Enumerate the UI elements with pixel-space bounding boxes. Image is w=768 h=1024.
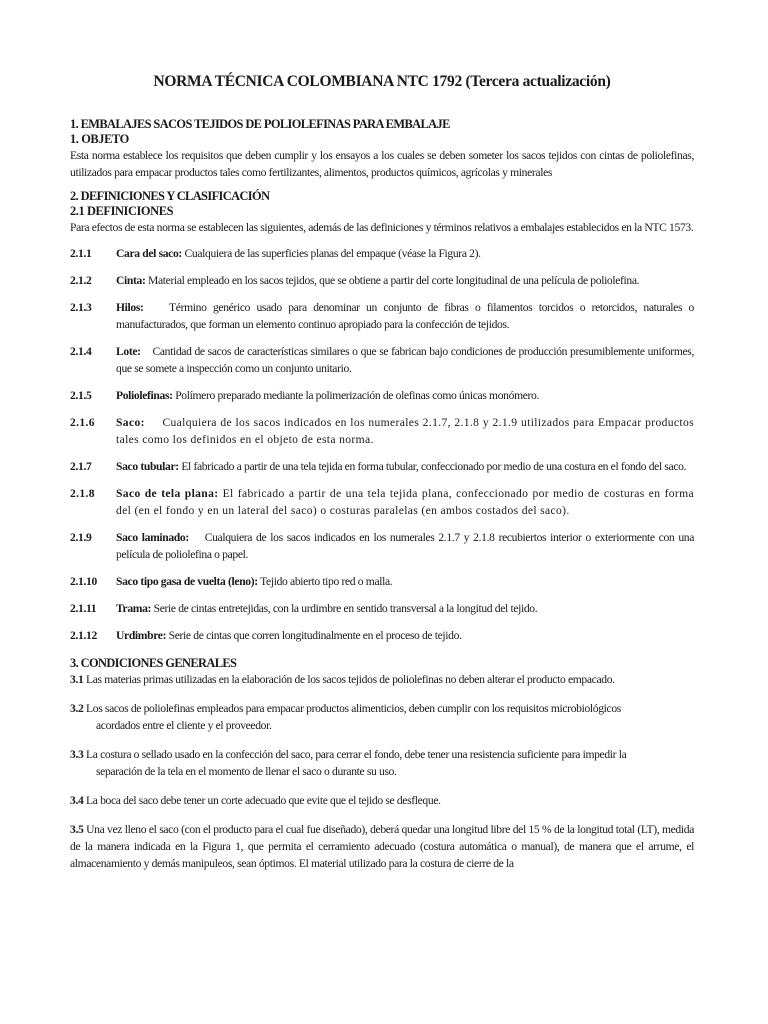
condition-item xyxy=(70,700,694,734)
definition-item xyxy=(70,600,694,617)
section-1-text: Esta norma establece los requisitos que deben cumplir y los ensayos a los cuales se deben someter los sacos tejidos con cintas de poliolefinas, utilizados para empacar productos tales como fertilizantes, alimentos, productos químicos, agrícolas y minerales xyxy=(70,149,694,179)
definition-text: Cantidad de sacos de características similares o que se fabrican bajo condiciones de producción presumiblemente uniformes, que se somete a inspección como un conjunto unitario. xyxy=(116,345,694,375)
definition-text: El fabricado a partir de una tela tejida plana, confeccionado por medio de costuras en forma del (en el fondo y en un lateral del saco) o costuras paralelas (en ambos costados del saco). xyxy=(116,487,695,517)
definition-term: Saco laminado: xyxy=(116,531,189,544)
definition-term: Cinta: xyxy=(116,274,146,287)
section-2-text: Para efectos de esta norma se establecen las siguientes, además de las definiciones y términos relativos a embalajes establecidos en la NTC 1573. xyxy=(70,221,694,234)
definition-number: 2.1.2 xyxy=(70,274,92,287)
definition-number: 2.1.7 xyxy=(70,460,92,473)
definition-item xyxy=(70,414,694,448)
definition-text: Serie de cintas que corren longitudinalmente en el proceso de tejido. xyxy=(168,629,462,642)
section-1-heading: 1. EMBALAJES SACOS TEJIDOS DE POLIOLEFINAS PARA EMBALAJE xyxy=(70,117,450,131)
definition-number: 2.1.1 xyxy=(70,247,92,260)
definition-number: 2.1.12 xyxy=(70,629,97,642)
definition-item xyxy=(70,272,694,289)
condition-number: 3.4 xyxy=(70,794,84,807)
definition-item xyxy=(70,299,694,333)
definition-term: Saco tubular: xyxy=(116,460,179,473)
definition-text: Cualquiera de las superficies planas del empaque (véase la Figura 2). xyxy=(184,247,481,260)
definition-number: 2.1.5 xyxy=(70,389,92,402)
definition-item xyxy=(70,485,694,519)
definition-number: 2.1.3 xyxy=(70,301,92,314)
definition-term: Saco tipo gasa de vuelta (leno): xyxy=(116,575,258,588)
condition-text: La costura o sellado usado en la confección del saco, para cerrar el fondo, debe tener una resistencia suficiente para impedir la xyxy=(86,748,627,761)
definition-term: Trama: xyxy=(116,602,152,615)
definition-number: 2.1.6 xyxy=(70,416,95,429)
condition-text-continued: acordados entre el cliente y el proveedor. xyxy=(96,719,272,732)
definition-text: Polímero preparado mediante la polimerización de olefinas como únicas monómero. xyxy=(175,389,540,402)
condition-item xyxy=(70,746,694,780)
definition-item xyxy=(70,529,694,563)
definition-text: Término genérico usado para denominar un conjunto de fibras o filamentos torcidos o retorcidos, naturales o manufacturados, que forman un elemento continuo apropiado para la confección de tejidos. xyxy=(116,301,694,331)
definition-number: 2.1.4 xyxy=(70,345,92,358)
definition-text: Serie de cintas entretejidas, con la urdimbre en sentido transversal a la longitud del tejido. xyxy=(153,602,538,615)
condition-item xyxy=(70,671,694,688)
condition-text: Las materias primas utilizadas en la elaboración de los sacos tejidos de poliolefinas no deben alterar el producto empacado. xyxy=(86,673,615,686)
condition-text: Los sacos de poliolefinas empleados para empacar productos alimenticios, deben cumplir con los requisitos microbiológicos xyxy=(86,702,621,715)
definition-text: Material empleado en los sacos tejidos, que se obtiene a partir del corte longitudinal de una película de poliolefina. xyxy=(148,274,640,287)
definition-text: Cualquiera de los sacos indicados en los numerales 2.1.7 y 2.1.8 recubiertos interior o exteriormente con una película de poliolefina o papel. xyxy=(116,531,695,561)
condition-text-continued: separación de la tela en el momento de llenar el saco o durante su uso. xyxy=(96,765,397,778)
condition-item xyxy=(70,821,694,872)
definition-term: Hilos: xyxy=(116,301,144,314)
condition-number: 3.1 xyxy=(70,673,84,686)
definition-item xyxy=(70,627,694,644)
definition-number: 2.1.8 xyxy=(70,487,95,500)
condition-number: 3.5 xyxy=(70,823,84,836)
definition-term: Urdimbre: xyxy=(116,629,167,642)
definitions-list xyxy=(70,245,694,644)
document-title: NORMA TÉCNICA COLOMBIANA NTC 1792 (Tercera actualización) xyxy=(153,73,611,90)
definition-item xyxy=(70,458,694,475)
definition-term: Saco: xyxy=(116,416,145,429)
definition-item xyxy=(70,343,694,377)
definition-number: 2.1.9 xyxy=(70,531,92,544)
definition-term: Poliolefinas: xyxy=(116,389,173,402)
definition-text: El fabricado a partir de una tela tejida en forma tubular, confeccionado por medio de una costura en el fondo del saco. xyxy=(181,460,687,473)
definition-number: 2.1.10 xyxy=(70,575,97,588)
definition-term: Lote: xyxy=(116,345,141,358)
definition-item xyxy=(70,387,694,404)
section-2-subheading: 2.1 DEFINICIONES xyxy=(70,204,174,218)
condition-item xyxy=(70,792,694,809)
section-1-subheading: 1. OBJETO xyxy=(70,132,129,146)
definition-text: Tejido abierto tipo red o malla. xyxy=(260,575,393,588)
definition-item xyxy=(70,245,694,262)
condition-text: La boca del saco debe tener un corte adecuado que evite que el tejido se desfleque. xyxy=(86,794,441,807)
definition-number: 2.1.11 xyxy=(70,602,97,615)
condition-number: 3.2 xyxy=(70,702,84,715)
definition-term: Cara del saco: xyxy=(116,247,182,260)
definition-term: Saco de tela plana: xyxy=(116,487,219,500)
section-2-heading: 2. DEFINICIONES Y CLASIFICACIÓN xyxy=(70,189,270,203)
condition-number: 3.3 xyxy=(70,748,84,761)
section-3-heading: 3. CONDICIONES GENERALES xyxy=(70,656,237,670)
definition-item xyxy=(70,573,694,590)
condition-text: Una vez lleno el saco (con el producto para el cual fue diseñado), deberá quedar una longitud libre del 15 % de la longitud total (LT), medida de la manera indicada en la Figura 1, que permita el cerramiento adecuado (costura automática o manual), de manera que el arrume, el almacenamiento y demás manipuleos, sean óptimos. El material utilizado para la costura de cierre de la xyxy=(70,823,694,870)
definition-text: Cualquiera de los sacos indicados en los numerales 2.1.7, 2.1.8 y 2.1.9 utilizados para Empacar productos tales como los definidos en el objeto de esta norma. xyxy=(116,416,694,446)
